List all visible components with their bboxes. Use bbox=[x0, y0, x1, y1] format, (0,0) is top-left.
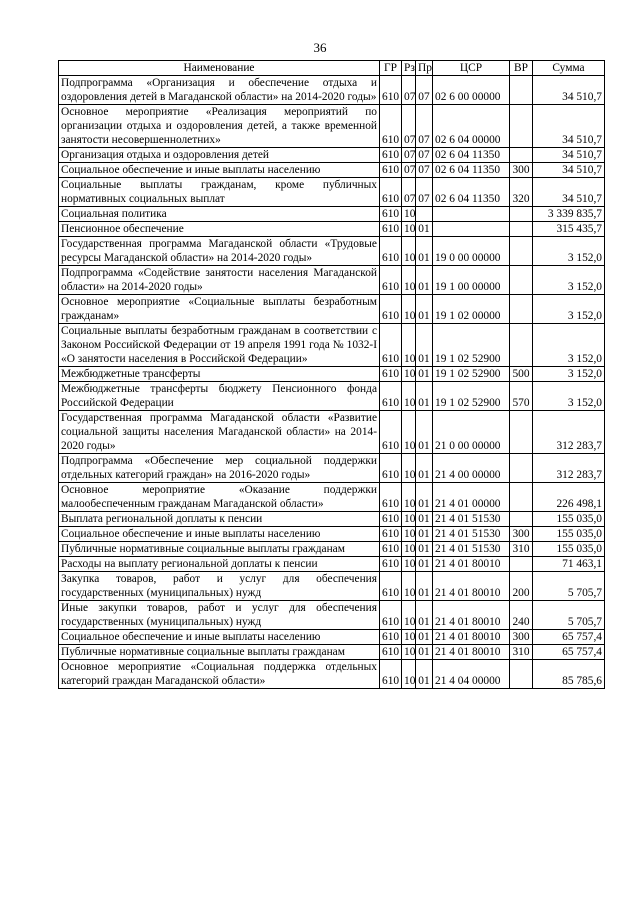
cell-csr: 19 1 02 52900 bbox=[433, 324, 510, 367]
cell-pr: 01 bbox=[416, 527, 433, 542]
cell-rz: 10 bbox=[402, 572, 416, 601]
cell-sum: 155 035,0 bbox=[533, 542, 605, 557]
cell-gr: 610 bbox=[380, 266, 402, 295]
cell-csr: 21 4 01 80010 bbox=[433, 645, 510, 660]
table-row bbox=[59, 411, 605, 454]
table-body bbox=[59, 76, 605, 689]
cell-name: Основное мероприятие «Реализация мероприятий по организации отдыха и оздоровления детей, а также временной занятости несовершеннолетних» bbox=[59, 105, 380, 148]
cell-gr: 610 bbox=[380, 411, 402, 454]
table-row bbox=[59, 222, 605, 237]
cell-vr bbox=[510, 411, 533, 454]
cell-rz: 10 bbox=[402, 601, 416, 630]
cell-pr: 01 bbox=[416, 266, 433, 295]
cell-rz: 10 bbox=[402, 207, 416, 222]
cell-pr: 01 bbox=[416, 645, 433, 660]
cell-pr: 07 bbox=[416, 105, 433, 148]
cell-vr: 240 bbox=[510, 601, 533, 630]
cell-gr: 610 bbox=[380, 660, 402, 689]
cell-vr bbox=[510, 266, 533, 295]
cell-csr: 19 1 00 00000 bbox=[433, 266, 510, 295]
cell-name: Основное мероприятие «Оказание поддержки малообеспеченным гражданам Магаданской области» bbox=[59, 483, 380, 512]
budget-table bbox=[58, 60, 605, 689]
cell-rz: 07 bbox=[402, 163, 416, 178]
table-row bbox=[59, 382, 605, 411]
table-row bbox=[59, 557, 605, 572]
cell-sum: 3 152,0 bbox=[533, 266, 605, 295]
cell-csr bbox=[433, 207, 510, 222]
cell-csr: 02 6 04 11350 bbox=[433, 178, 510, 207]
cell-sum: 3 152,0 bbox=[533, 295, 605, 324]
cell-vr bbox=[510, 237, 533, 266]
cell-sum: 3 152,0 bbox=[533, 382, 605, 411]
cell-csr: 21 0 00 00000 bbox=[433, 411, 510, 454]
cell-gr: 610 bbox=[380, 222, 402, 237]
cell-gr: 610 bbox=[380, 527, 402, 542]
cell-gr: 610 bbox=[380, 76, 402, 105]
cell-vr: 300 bbox=[510, 527, 533, 542]
cell-csr bbox=[433, 222, 510, 237]
cell-pr: 01 bbox=[416, 367, 433, 382]
table-row bbox=[59, 542, 605, 557]
cell-name: Социальное обеспечение и иные выплаты населению bbox=[59, 163, 380, 178]
table-row bbox=[59, 178, 605, 207]
cell-gr: 610 bbox=[380, 512, 402, 527]
cell-name: Публичные нормативные социальные выплаты гражданам bbox=[59, 645, 380, 660]
cell-pr: 07 bbox=[416, 178, 433, 207]
cell-vr bbox=[510, 483, 533, 512]
cell-sum: 34 510,7 bbox=[533, 163, 605, 178]
cell-sum: 226 498,1 bbox=[533, 483, 605, 512]
cell-pr: 01 bbox=[416, 660, 433, 689]
cell-sum: 5 705,7 bbox=[533, 601, 605, 630]
cell-csr: 21 4 01 51530 bbox=[433, 512, 510, 527]
cell-pr: 01 bbox=[416, 324, 433, 367]
cell-rz: 10 bbox=[402, 222, 416, 237]
cell-name: Подпрограмма «Содействие занятости населения Магаданской области» на 2014-2020 годы» bbox=[59, 266, 380, 295]
cell-sum: 34 510,7 bbox=[533, 105, 605, 148]
cell-rz: 10 bbox=[402, 295, 416, 324]
cell-csr: 19 1 02 00000 bbox=[433, 295, 510, 324]
cell-name: Социальная политика bbox=[59, 207, 380, 222]
cell-name: Закупка товаров, работ и услуг для обеспечения государственных (муниципальных) нужд bbox=[59, 572, 380, 601]
cell-sum: 34 510,7 bbox=[533, 148, 605, 163]
cell-gr: 610 bbox=[380, 163, 402, 178]
table-row bbox=[59, 601, 605, 630]
cell-csr: 21 4 01 51530 bbox=[433, 527, 510, 542]
cell-vr bbox=[510, 557, 533, 572]
cell-vr bbox=[510, 660, 533, 689]
cell-name: Иные закупки товаров, работ и услуг для обеспечения государственных (муниципальных) нужд bbox=[59, 601, 380, 630]
cell-rz: 07 bbox=[402, 178, 416, 207]
cell-csr: 02 6 04 00000 bbox=[433, 105, 510, 148]
cell-pr: 07 bbox=[416, 76, 433, 105]
cell-pr: 01 bbox=[416, 512, 433, 527]
cell-csr: 02 6 04 11350 bbox=[433, 148, 510, 163]
cell-name: Социальное обеспечение и иные выплаты населению bbox=[59, 527, 380, 542]
cell-vr: 320 bbox=[510, 178, 533, 207]
cell-rz: 10 bbox=[402, 411, 416, 454]
cell-gr: 610 bbox=[380, 630, 402, 645]
cell-rz: 10 bbox=[402, 237, 416, 266]
cell-pr: 01 bbox=[416, 222, 433, 237]
cell-rz: 10 bbox=[402, 527, 416, 542]
table-row bbox=[59, 237, 605, 266]
cell-rz: 10 bbox=[402, 557, 416, 572]
cell-pr: 01 bbox=[416, 454, 433, 483]
cell-csr: 21 4 01 80010 bbox=[433, 630, 510, 645]
cell-gr: 610 bbox=[380, 601, 402, 630]
cell-name: Основное мероприятие «Социальная поддержка отдельных категорий граждан Магаданской области» bbox=[59, 660, 380, 689]
cell-csr: 19 1 02 52900 bbox=[433, 367, 510, 382]
cell-name: Государственная программа Магаданской области «Трудовые ресурсы Магаданской области» на 2014-2020 годы» bbox=[59, 237, 380, 266]
cell-rz: 10 bbox=[402, 324, 416, 367]
cell-sum: 3 152,0 bbox=[533, 324, 605, 367]
cell-gr: 610 bbox=[380, 367, 402, 382]
table-row bbox=[59, 163, 605, 178]
cell-gr: 610 bbox=[380, 645, 402, 660]
cell-gr: 610 bbox=[380, 542, 402, 557]
cell-vr bbox=[510, 148, 533, 163]
cell-vr: 300 bbox=[510, 630, 533, 645]
header-sum: Сумма bbox=[533, 61, 605, 76]
cell-sum: 3 152,0 bbox=[533, 237, 605, 266]
table-header-row bbox=[59, 61, 605, 76]
table-row bbox=[59, 207, 605, 222]
cell-sum: 5 705,7 bbox=[533, 572, 605, 601]
cell-pr bbox=[416, 207, 433, 222]
cell-vr: 200 bbox=[510, 572, 533, 601]
cell-pr: 07 bbox=[416, 163, 433, 178]
table-row bbox=[59, 295, 605, 324]
cell-pr: 01 bbox=[416, 382, 433, 411]
cell-pr: 01 bbox=[416, 237, 433, 266]
cell-rz: 10 bbox=[402, 512, 416, 527]
cell-rz: 10 bbox=[402, 542, 416, 557]
cell-pr: 07 bbox=[416, 148, 433, 163]
cell-gr: 610 bbox=[380, 454, 402, 483]
cell-csr: 21 4 01 80010 bbox=[433, 601, 510, 630]
cell-csr: 21 4 01 00000 bbox=[433, 483, 510, 512]
cell-rz: 10 bbox=[402, 367, 416, 382]
cell-name: Подпрограмма «Обеспечение мер социальной поддержки отдельных категорий граждан» на 2016-2020 годы» bbox=[59, 454, 380, 483]
cell-pr: 01 bbox=[416, 572, 433, 601]
cell-gr: 610 bbox=[380, 237, 402, 266]
cell-rz: 07 bbox=[402, 148, 416, 163]
cell-vr: 310 bbox=[510, 542, 533, 557]
cell-name: Социальные выплаты гражданам, кроме публичных нормативных социальных выплат bbox=[59, 178, 380, 207]
cell-csr: 21 4 00 00000 bbox=[433, 454, 510, 483]
cell-gr: 610 bbox=[380, 148, 402, 163]
cell-vr bbox=[510, 512, 533, 527]
table-row bbox=[59, 630, 605, 645]
table-row bbox=[59, 527, 605, 542]
table-row bbox=[59, 105, 605, 148]
cell-name: Подпрограмма «Организация и обеспечение отдыха и оздоровления детей в Магаданской области» на 2014-2020 годы» bbox=[59, 76, 380, 105]
cell-rz: 10 bbox=[402, 454, 416, 483]
cell-pr: 01 bbox=[416, 411, 433, 454]
cell-name: Организация отдыха и оздоровления детей bbox=[59, 148, 380, 163]
table-row bbox=[59, 512, 605, 527]
cell-pr: 01 bbox=[416, 601, 433, 630]
header-csr: ЦСР bbox=[433, 61, 510, 76]
cell-name: Социальное обеспечение и иные выплаты населению bbox=[59, 630, 380, 645]
cell-sum: 3 339 835,7 bbox=[533, 207, 605, 222]
cell-vr: 310 bbox=[510, 645, 533, 660]
cell-rz: 10 bbox=[402, 382, 416, 411]
cell-name: Социальные выплаты безработным гражданам в соответствии с Законом Российской Федерации от 19 апреля 1991 года № 1032-I «О занятости населения в Российской Федерации» bbox=[59, 324, 380, 367]
cell-vr bbox=[510, 207, 533, 222]
cell-rz: 07 bbox=[402, 76, 416, 105]
cell-vr bbox=[510, 222, 533, 237]
cell-sum: 155 035,0 bbox=[533, 512, 605, 527]
cell-rz: 10 bbox=[402, 483, 416, 512]
cell-name: Публичные нормативные социальные выплаты гражданам bbox=[59, 542, 380, 557]
table-row bbox=[59, 266, 605, 295]
cell-vr bbox=[510, 295, 533, 324]
header-pr: Пр bbox=[416, 61, 433, 76]
cell-gr: 610 bbox=[380, 483, 402, 512]
cell-name: Государственная программа Магаданской области «Развитие социальной защиты населения Магаданской области» на 2014-2020 годы» bbox=[59, 411, 380, 454]
cell-sum: 312 283,7 bbox=[533, 454, 605, 483]
header-gr: ГР bbox=[380, 61, 402, 76]
header-rz: Рз bbox=[402, 61, 416, 76]
cell-csr: 02 6 04 11350 bbox=[433, 163, 510, 178]
cell-name: Выплата региональной доплаты к пенсии bbox=[59, 512, 380, 527]
cell-sum: 71 463,1 bbox=[533, 557, 605, 572]
table-row bbox=[59, 645, 605, 660]
cell-sum: 65 757,4 bbox=[533, 630, 605, 645]
header-name: Наименование bbox=[59, 61, 380, 76]
table-row bbox=[59, 324, 605, 367]
cell-gr: 610 bbox=[380, 178, 402, 207]
cell-rz: 10 bbox=[402, 645, 416, 660]
cell-csr: 21 4 04 00000 bbox=[433, 660, 510, 689]
cell-gr: 610 bbox=[380, 207, 402, 222]
cell-sum: 85 785,6 bbox=[533, 660, 605, 689]
cell-vr bbox=[510, 76, 533, 105]
page-number: 36 bbox=[313, 40, 327, 55]
cell-gr: 610 bbox=[380, 382, 402, 411]
cell-name: Основное мероприятие «Социальные выплаты безработным гражданам» bbox=[59, 295, 380, 324]
cell-rz: 07 bbox=[402, 105, 416, 148]
table-row bbox=[59, 660, 605, 689]
cell-pr: 01 bbox=[416, 557, 433, 572]
cell-pr: 01 bbox=[416, 483, 433, 512]
cell-vr bbox=[510, 105, 533, 148]
cell-sum: 3 152,0 bbox=[533, 367, 605, 382]
cell-vr: 300 bbox=[510, 163, 533, 178]
cell-gr: 610 bbox=[380, 105, 402, 148]
cell-csr: 19 1 02 52900 bbox=[433, 382, 510, 411]
table-row bbox=[59, 454, 605, 483]
table-row bbox=[59, 76, 605, 105]
table-row bbox=[59, 572, 605, 601]
cell-gr: 610 bbox=[380, 295, 402, 324]
cell-rz: 10 bbox=[402, 630, 416, 645]
cell-rz: 10 bbox=[402, 266, 416, 295]
cell-rz: 10 bbox=[402, 660, 416, 689]
header-vr: ВР bbox=[510, 61, 533, 76]
cell-gr: 610 bbox=[380, 557, 402, 572]
cell-sum: 65 757,4 bbox=[533, 645, 605, 660]
cell-gr: 610 bbox=[380, 572, 402, 601]
cell-csr: 21 4 01 80010 bbox=[433, 572, 510, 601]
cell-pr: 01 bbox=[416, 542, 433, 557]
cell-name: Расходы на выплату региональной доплаты к пенсии bbox=[59, 557, 380, 572]
cell-pr: 01 bbox=[416, 630, 433, 645]
cell-sum: 155 035,0 bbox=[533, 527, 605, 542]
cell-vr: 570 bbox=[510, 382, 533, 411]
cell-vr: 500 bbox=[510, 367, 533, 382]
table-row bbox=[59, 367, 605, 382]
cell-sum: 315 435,7 bbox=[533, 222, 605, 237]
cell-name: Межбюджетные трансферты бюджету Пенсионного фонда Российской Федерации bbox=[59, 382, 380, 411]
cell-name: Пенсионное обеспечение bbox=[59, 222, 380, 237]
cell-csr: 21 4 01 51530 bbox=[433, 542, 510, 557]
cell-sum: 312 283,7 bbox=[533, 411, 605, 454]
table-row bbox=[59, 148, 605, 163]
cell-vr bbox=[510, 454, 533, 483]
cell-sum: 34 510,7 bbox=[533, 76, 605, 105]
table-row bbox=[59, 483, 605, 512]
cell-csr: 02 6 00 00000 bbox=[433, 76, 510, 105]
cell-gr: 610 bbox=[380, 324, 402, 367]
cell-csr: 21 4 01 80010 bbox=[433, 557, 510, 572]
cell-vr bbox=[510, 324, 533, 367]
cell-pr: 01 bbox=[416, 295, 433, 324]
cell-name: Межбюджетные трансферты bbox=[59, 367, 380, 382]
cell-csr: 19 0 00 00000 bbox=[433, 237, 510, 266]
cell-sum: 34 510,7 bbox=[533, 178, 605, 207]
